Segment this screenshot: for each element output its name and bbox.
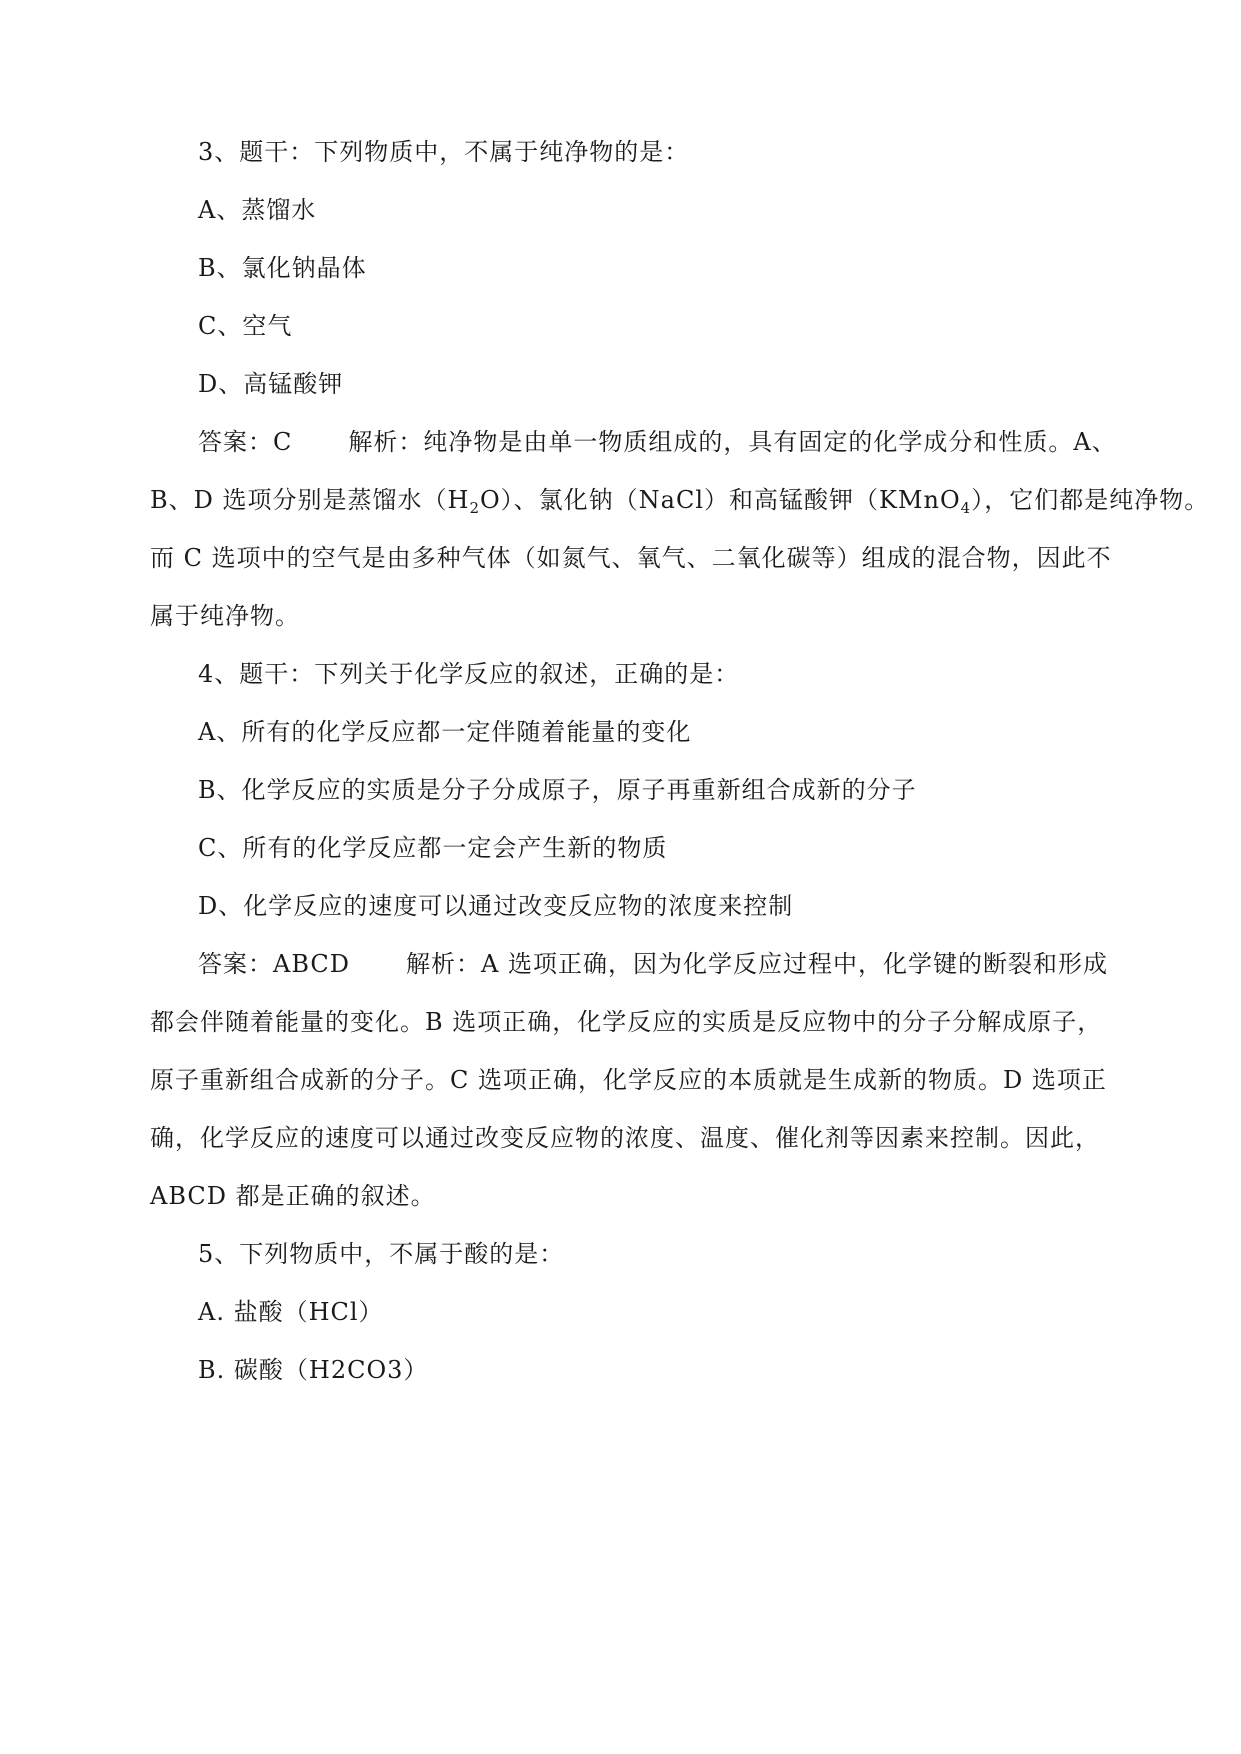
question-4-answer: 答案：ABCD <box>198 950 351 978</box>
question-3-answer: 答案：C <box>198 428 293 456</box>
question-3-option-b: B、氯化钠晶体 <box>198 254 367 282</box>
question-4-analysis-line-4: 确，化学反应的速度可以通过改变反应物的浓度、温度、催化剂等因素来控制。因此， <box>150 1124 1100 1152</box>
analysis-text: B、D 选项分别是蒸馏水（H <box>150 486 470 514</box>
question-3-analysis-line-3: 而 C 选项中的空气是由多种气体（如氮气、氧气、二氧化碳等）组成的混合物，因此不 <box>150 544 1112 572</box>
question-4-option-c: C、所有的化学反应都一定会产生新的物质 <box>198 834 668 862</box>
question-4-option-b: B、化学反应的实质是分子分成原子，原子再重新组合成新的分子 <box>198 776 917 804</box>
analysis-text: ），它们都是纯净物。 <box>971 486 1210 514</box>
question-5-option-b: B. 碳酸（H2CO3） <box>198 1356 429 1384</box>
question-3-stem: 3、题干：下列物质中，不属于纯净物的是： <box>198 138 690 166</box>
question-5-option-a: A. 盐酸（HCl） <box>198 1298 384 1326</box>
question-4-option-d: D、化学反应的速度可以通过改变反应物的浓度来控制 <box>198 892 794 920</box>
question-4-answer-line <box>198 948 1108 980</box>
question-3-analysis-lead: 解析：纯净物是由单一物质组成的，具有固定的化学成分和性质。A、 <box>348 428 1117 456</box>
question-4-option-a: A、所有的化学反应都一定伴随着能量的变化 <box>198 718 692 746</box>
question-4-analysis-line-3: 原子重新组合成新的分子。C 选项正确，化学反应的本质就是生成新的物质。D 选项正 <box>150 1066 1107 1094</box>
question-4-analysis-line-5: ABCD 都是正确的叙述。 <box>150 1182 436 1210</box>
subscript: 2 <box>469 499 480 517</box>
question-4-stem: 4、题干：下列关于化学反应的叙述，正确的是： <box>198 660 740 688</box>
question-3-answer-line <box>198 426 1117 458</box>
question-5-stem: 5、下列物质中，不属于酸的是： <box>198 1240 565 1268</box>
question-4-analysis-line-2: 都会伴随着能量的变化。B 选项正确，化学反应的实质是反应物中的分子分解成原子， <box>150 1008 1103 1036</box>
subscript: 4 <box>960 499 972 517</box>
question-3-option-d: D、高锰酸钾 <box>198 370 344 398</box>
question-3-option-a: A、蒸馏水 <box>198 196 317 224</box>
question-3-option-c: C、空气 <box>198 312 293 340</box>
question-3-analysis-line-2 <box>150 484 1209 516</box>
analysis-text: O）、氯化钠（NaCl）和高锰酸钾（KMnO <box>479 486 961 514</box>
question-3-analysis-line-4: 属于纯净物。 <box>150 602 300 630</box>
question-4-analysis-lead: 解析：A 选项正确，因为化学反应过程中，化学键的断裂和形成 <box>406 950 1108 978</box>
